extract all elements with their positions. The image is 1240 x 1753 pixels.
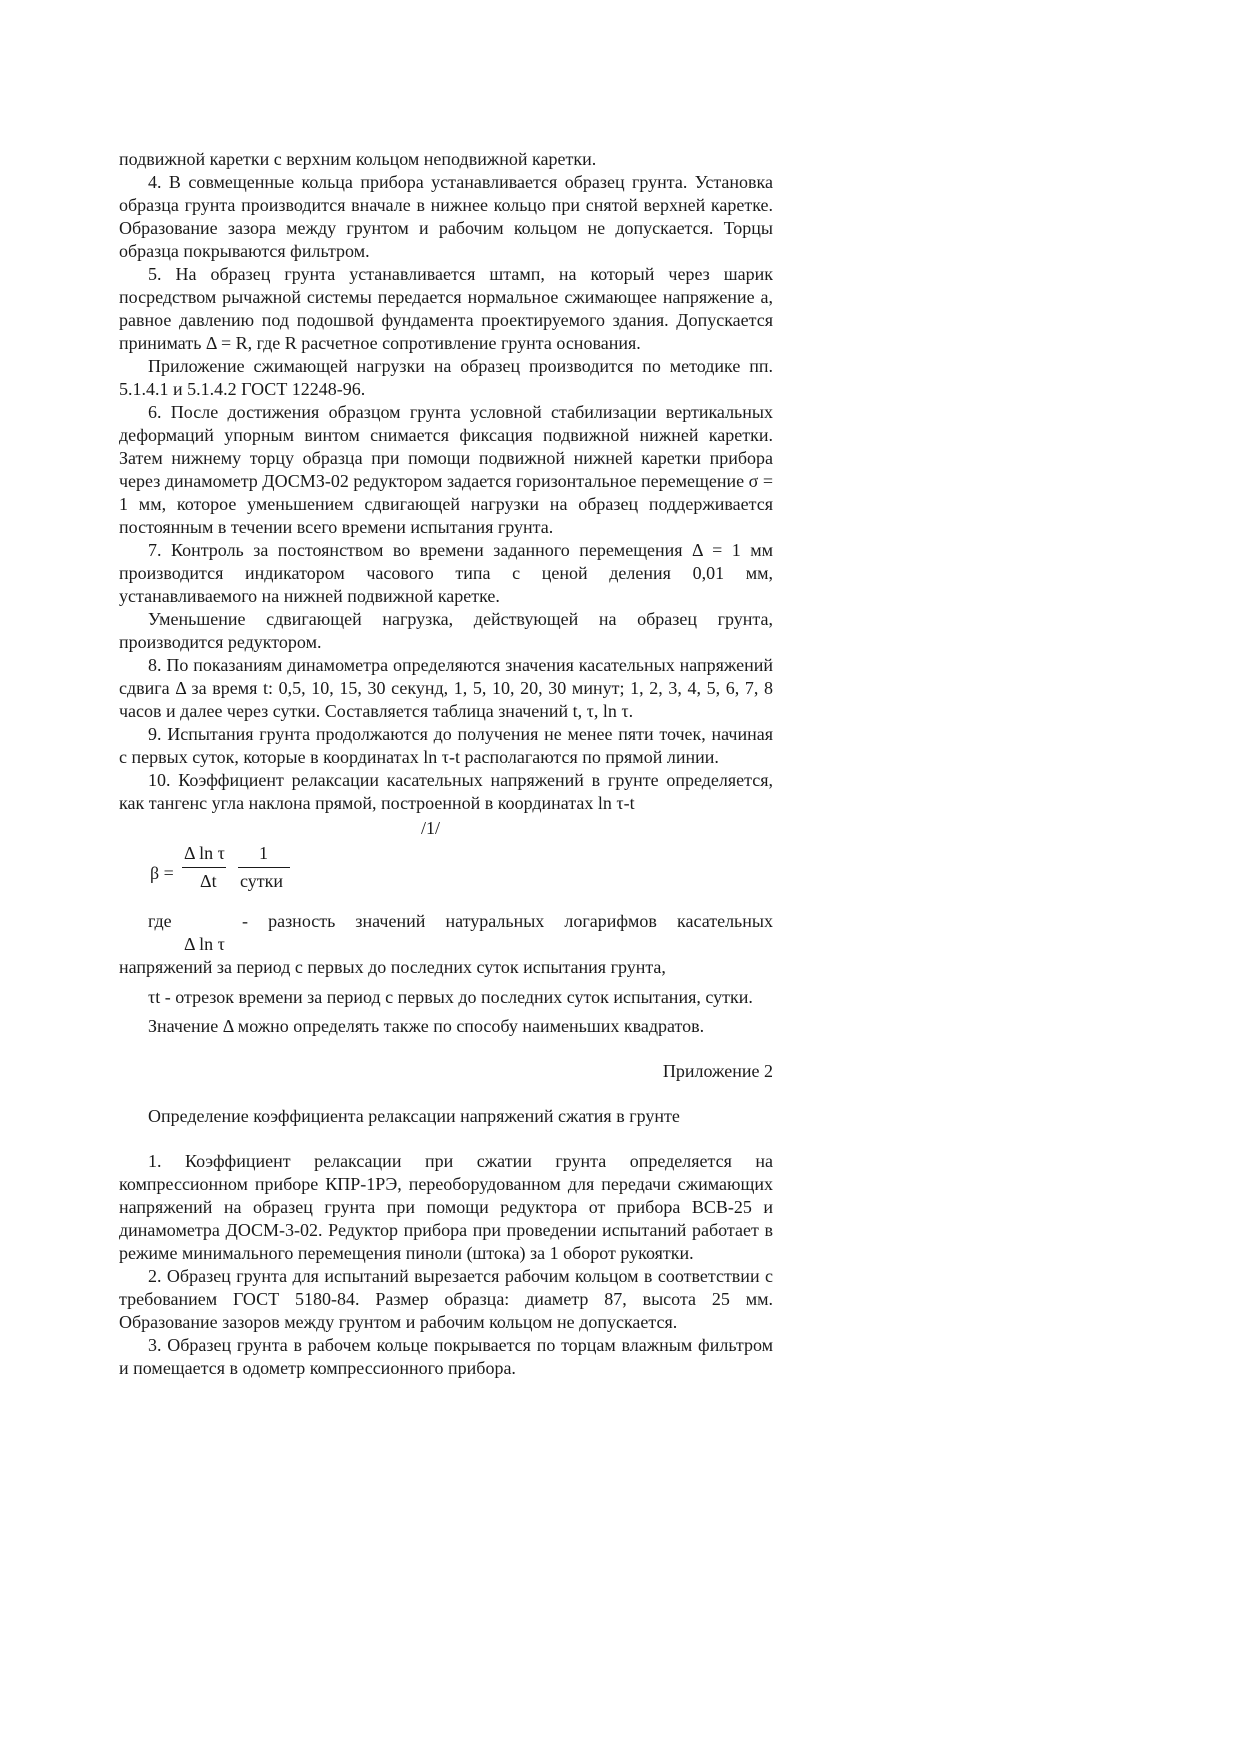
equation-lhs: β =: [150, 863, 174, 883]
paragraph: Уменьшение сдвигающей нагрузка, действующей на образец грунта, производится редуктором.: [119, 609, 773, 652]
where-symbol: Δ ln τ: [184, 934, 225, 954]
paragraph: 1. Коэффициент релаксации при сжатии грунта определяется на компрессионном приборе КПР-1РЭ, переоборудованном для передачи сжимающих напряжений на образец грунта при помощи редуктора от прибора ВСВ-25 и динамометра ДОСМ-3-02. Редуктор прибора при проведении испытаний работает в режиме минимального перемещения пиноли (штока) за 1 оборот рукоятки.: [119, 1151, 773, 1263]
spacer: [119, 1083, 773, 1105]
section-part2: [119, 986, 773, 1038]
fraction-bar: [238, 867, 290, 868]
paragraph: 2. Образец грунта для испытаний вырезается рабочим кольцом в соответствии с требованием ГОСТ 5180-84. Размер образца: диаметр 87, высота 25 мм. Образование зазоров между грунтом и рабочим кольцом не допускается.: [119, 1266, 773, 1332]
spacer: [119, 1038, 773, 1060]
fraction-bar: [182, 867, 226, 868]
spacer: [119, 1128, 773, 1150]
paragraph: 4. В совмещенные кольца прибора устанавливается образец грунта. Установка образца грунта производится вначале в нижнее кольцо при снятой верхней каретке. Образование зазора между грунтом и рабочим кольцом не допускается. Торцы образца покрываются фильтром.: [119, 172, 773, 261]
equation-numerator: Δ ln τ: [184, 843, 225, 863]
paragraph: 6. После достижения образцом грунта условной стабилизации вертикальных деформаций упорным винтом снимается фиксация подвижной нижней каретки. Затем нижнему торцу образца при помощи подвижной нижней каретки прибора через динамометр ДОСМЗ-02 редуктором задается горизонтальное перемещение σ = 1 мм, которое уменьшением сдвигающей нагрузки на образец поддерживается постоянным в течении всего времени испытания грунта.: [119, 402, 773, 537]
equation-denominator: Δt: [200, 871, 217, 891]
document-page: [119, 148, 773, 1380]
where-clause: [119, 910, 773, 956]
equation-beta: [119, 842, 773, 904]
paragraph: 8. По показаниям динамометра определяются значения касательных напряжений сдвига Δ за время t: 0,5, 10, 15, 30 секунд, 1, 5, 10, 20, 30 минут; 1, 2, 3, 4, 5, 6, 7, 8 часов и далее через сутки. Составляется таблица значений t, τ, ln τ.: [119, 655, 773, 721]
section-part1: [119, 148, 773, 815]
paragraph: τt - отрезок времени за период с первых до последних суток испытания, сутки.: [148, 987, 753, 1007]
appendix-label: Приложение 2: [662, 1061, 773, 1081]
paragraph: 10. Коэффициент релаксации касательных напряжений в грунте определяется, как тангенс угла наклона прямой, построенной в координатах ln τ-t: [119, 770, 773, 813]
paragraph: 9. Испытания грунта продолжаются до получения не менее пяти точек, начиная с первых суток, которые в координатах ln τ-t располагаются по прямой линии.: [119, 724, 773, 767]
paragraph: Приложение сжимающей нагрузки на образец производится по методике пп. 5.1.4.1 и 5.1.4.2 ГОСТ 12248-96.: [119, 356, 773, 399]
paragraph: 7. Контроль за постоянством во времени заданного перемещения Δ = 1 мм производится индикатором часового типа с ценой деления 0,01 мм, устанавливаемого на нижней подвижной каретке.: [119, 540, 773, 606]
equation-denominator: сутки: [240, 871, 283, 891]
paragraph: Значение Δ можно определять также по способу наименьших квадратов.: [148, 1016, 705, 1036]
appendix-title: Определение коэффициента релаксации напряжений сжатия в грунте: [148, 1106, 680, 1126]
section-part3: [119, 1150, 773, 1380]
where-label: где: [148, 911, 172, 931]
paragraph: напряжений за период с первых до последних суток испытания грунта,: [119, 957, 666, 977]
equation-number: /1/: [421, 818, 441, 838]
paragraph: 5. На образец грунта устанавливается штамп, на который через шарик посредством рычажной системы передается нормальное сжимающее напряжение а, равное давлению под подошвой фундамента проектируемого здания. Допускается принимать Δ = R, где R расчетное сопротивление грунта основания.: [119, 264, 773, 353]
where-description: - разность значений натуральных логарифмов касательных: [242, 911, 773, 931]
paragraph: 3. Образец грунта в рабочем кольце покрывается по торцам влажным фильтром и помещается в одометр компрессионного прибора.: [119, 1335, 773, 1378]
equation-numerator: 1: [259, 843, 268, 863]
paragraph: подвижной каретки с верхним кольцом неподвижной каретки.: [119, 149, 597, 169]
